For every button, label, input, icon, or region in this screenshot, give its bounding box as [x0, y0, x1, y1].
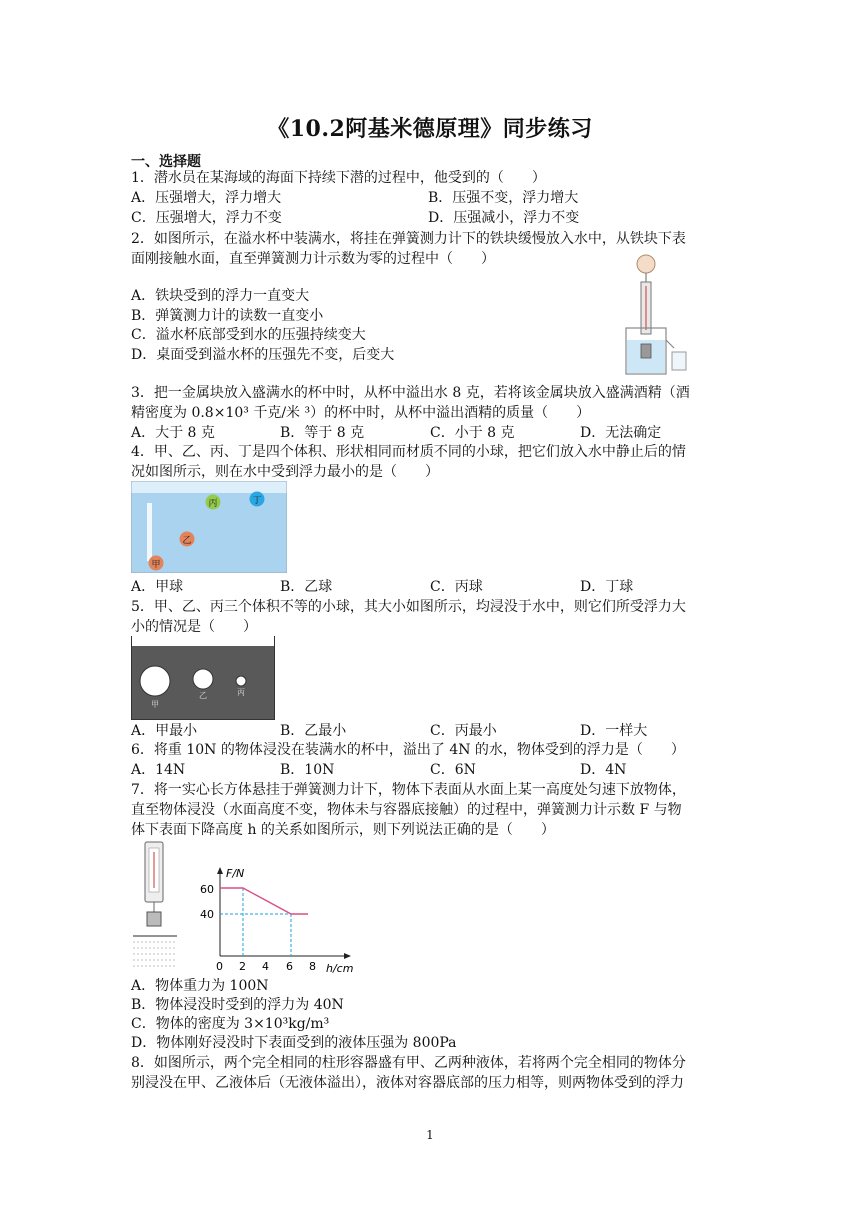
q4-balls-in-water-figure [131, 481, 287, 573]
ball-yi-label: 乙 [182, 536, 192, 546]
q3-option-c: C．小于 8 克 [430, 425, 515, 441]
q5-ball-yi-label: 乙 [199, 691, 207, 700]
q4-option-c: C．丙球 [430, 579, 483, 595]
graph-ytick-60: 60 [200, 883, 214, 896]
q6-stem: 6．将重 10N 的物体浸没在装满水的杯中，溢出了 4N 的水，物体受到的浮力是（ ） [131, 742, 685, 758]
ball-ding-label: 丁 [252, 496, 262, 506]
q4-stem-line1: 4．甲、乙、丙、丁是四个体积、形状相同而材质不同的小球，把它们放入水中静止后的情 [131, 444, 686, 460]
q5-option-a: A．甲最小 [131, 723, 198, 739]
q2-option-a: A．铁块受到的浮力一直变大 [131, 288, 310, 304]
q7-stem-line1: 7．将一实心长方体悬挂于弹簧测力计下，物体下表面从水面上某一高度处匀速下放物体， [131, 782, 686, 798]
graph-ylabel: F/N [226, 867, 245, 880]
graph-ytick-40: 40 [200, 908, 214, 921]
graph-xtick-4: 4 [262, 960, 269, 973]
q5-option-b: B．乙最小 [280, 723, 347, 739]
graph-xlabel: h/cm [326, 962, 354, 975]
page-number: 1 [426, 1128, 434, 1142]
q3-option-d: D．无法确定 [580, 425, 662, 441]
q4-option-a: A．甲球 [131, 579, 184, 595]
page-title: 《10.2阿基米德原理》同步练习 [267, 116, 593, 142]
q1-stem: 1．潜水员在某海域的海面下持续下潜的过程中，他受到的（ ） [131, 170, 546, 186]
q4-stem-line2: 况如图所示，则在水中受到浮力最小的是（ ） [131, 464, 439, 480]
q6-option-c: C．6N [430, 762, 476, 778]
q5-option-d: D．一样大 [580, 723, 648, 739]
q8-stem-line1: 8．如图所示，两个完全相同的柱形容器盛有甲、乙两种液体，若将两个完全相同的物体分 [131, 1055, 686, 1071]
q1-option-b: B．压强不变，浮力增大 [428, 190, 579, 206]
q7-option-c: C．物体的密度为 3×10³kg/m³ [131, 1016, 330, 1032]
q5-stem-line2: 小的情况是（ ） [131, 619, 257, 635]
q1-option-a: A．压强增大，浮力增大 [131, 190, 282, 206]
q2-option-b: B．弹簧测力计的读数一直变小 [131, 308, 324, 324]
q4-option-b: B．乙球 [280, 579, 333, 595]
q4-option-d: D．丁球 [580, 579, 634, 595]
q5-option-c: C．丙最小 [430, 723, 497, 739]
q3-stem-line2: 精密度为 0.8×10³ 千克/米 ³）的杯中时，从杯中溢出酒精的质量（ ） [131, 405, 591, 421]
q7-stem-line3: 体下表面下降高度 h 的关系如图所示，则下列说法正确的是（ ） [131, 822, 555, 838]
graph-xtick-8: 8 [309, 960, 316, 973]
q3-option-b: B．等于 8 克 [280, 425, 365, 441]
graph-xtick-6: 6 [286, 960, 293, 973]
q1-option-d: D．压强减小，浮力不变 [428, 210, 580, 226]
graph-xtick-0: 0 [216, 960, 223, 973]
q6-option-d: D．4N [580, 762, 627, 778]
q7-option-a: A．物体重力为 100N [131, 978, 269, 994]
ball-jia-label: 甲 [151, 560, 161, 570]
section-heading: 一、选择题 [131, 154, 201, 170]
graph-xtick-2: 2 [239, 960, 246, 973]
q2-option-d: D．桌面受到溢水杯的压强先不变，后变大 [131, 347, 395, 363]
q7-spring-scale-figure [131, 840, 181, 974]
q7-stem-line2: 直至物体浸没（水面高度不变，物体未与容器底接触）的过程中，弹簧测力计示数 F 与物 [131, 802, 682, 818]
ball-bing-label: 丙 [208, 499, 218, 509]
q2-option-c: C．溢水杯底部受到水的压强持续变大 [131, 327, 366, 343]
q5-ball-bing-label: 丙 [237, 688, 245, 697]
q1-option-c: C．压强增大，浮力不变 [131, 210, 282, 226]
q3-option-a: A．大于 8 克 [131, 425, 215, 441]
q7-option-b: B．物体浸没时受到的浮力为 40N [131, 997, 344, 1013]
q5-balls-figure [131, 636, 275, 720]
q6-option-a: A．14N [131, 762, 186, 778]
q7-option-d: D．物体刚好浸没时下表面受到的液体压强为 800Pa [131, 1035, 457, 1051]
q2-stem-line1: 2．如图所示，在溢水杯中装满水，将挂在弹簧测力计下的铁块缓慢放入水中，从铁块下表 [131, 231, 686, 247]
q7-f-h-graph [196, 866, 362, 978]
q8-stem-line2: 别浸没在甲、乙液体后（无液体溢出），液体对容器底部的压力相等，则两物体受到的浮力 [131, 1075, 684, 1091]
q5-stem-line1: 5．甲、乙、丙三个体积不等的小球，其大小如图所示，均浸没于水中，则它们所受浮力大 [131, 599, 686, 615]
q5-ball-jia-label: 甲 [151, 700, 159, 709]
q3-stem-line1: 3．把一金属块放入盛满水的杯中时，从杯中溢出水 8 克，若将该金属块放入盛满酒精（酒 [131, 385, 690, 401]
graph-curve [220, 888, 308, 914]
q6-option-b: B．10N [280, 762, 335, 778]
q2-overflow-cup-figure [608, 248, 690, 378]
q2-stem-line2: 面刚接触水面，直至弹簧测力计示数为零的过程中（ ） [131, 251, 495, 267]
